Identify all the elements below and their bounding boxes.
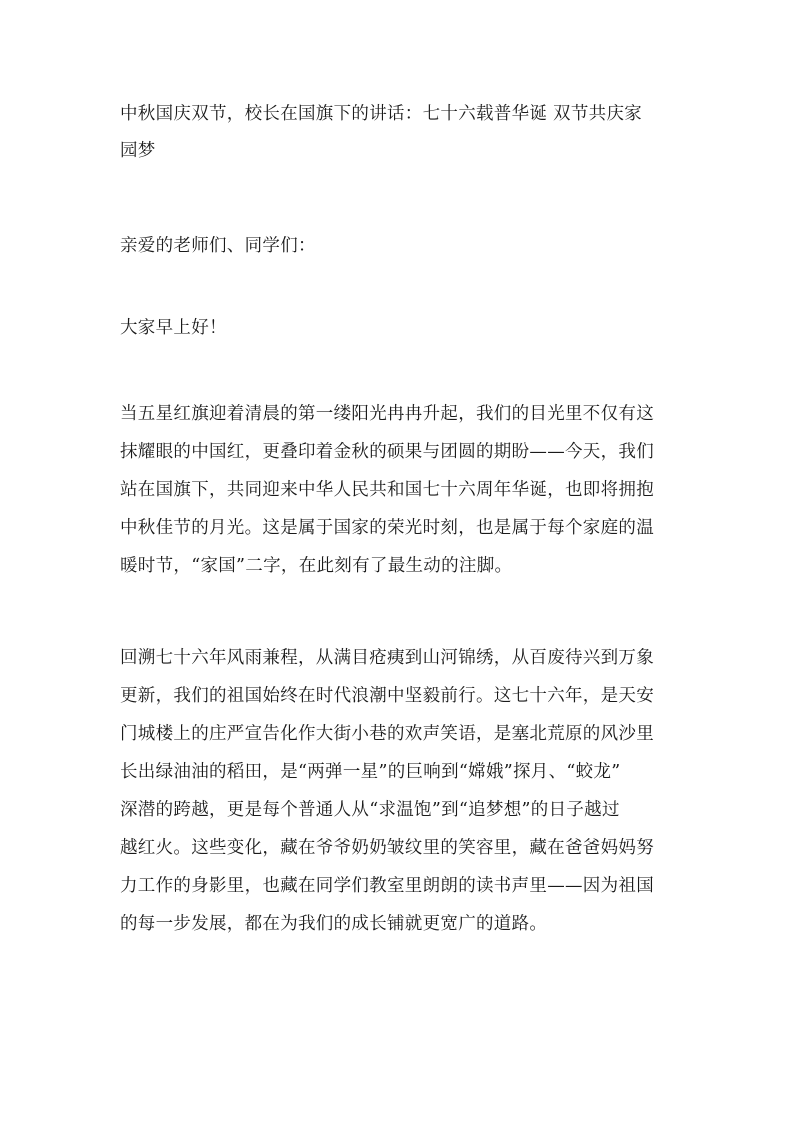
paragraph-2-line-2: 更新，我们的祖国始终在时代浪潮中坚毅前行。这七十六年，是天安	[120, 686, 654, 706]
paragraph-1-line-3: 站在国旗下，共同迎来中华人民共和国七十六周年华诞，也即将拥抱	[120, 480, 654, 500]
paragraph-1-line-1: 当五星红旗迎着清晨的第一缕阳光冉冉升起，我们的目光里不仅有这	[120, 404, 654, 424]
title-line-2: 园梦	[120, 141, 156, 161]
paragraph-2-line-7: 力工作的身影里，也藏在同学们教室里朗朗的读书声里——因为祖国	[120, 876, 654, 896]
paragraph-1-line-2: 抹耀眼的中国红，更叠印着金秋的硕果与团圆的期盼——今天，我们	[120, 442, 654, 462]
paragraph-1-line-5: 暖时节，“家国”二字，在此刻有了最生动的注脚。	[120, 556, 513, 576]
paragraph-2-line-4: 长出绿油油的稻田，是“两弹一星”的巨响到“嫦娥”探月、“蛟龙”	[120, 762, 621, 782]
paragraph-1-line-4: 中秋佳节的月光。这是属于国家的荣光时刻，也是属于每个家庭的温	[120, 518, 654, 538]
salutation: 亲爱的老师们、同学们：	[120, 236, 316, 256]
paragraph-2-line-5: 深潜的跨越，更是每个普通人从“求温饱”到“追梦想”的日子越过	[120, 800, 620, 820]
paragraph-2-line-3: 门城楼上的庄严宣告化作大街小巷的欢声笑语，是塞北荒原的风沙里	[120, 724, 654, 744]
greeting: 大家早上好！	[120, 318, 227, 338]
paragraph-2-line-1: 回溯七十六年风雨兼程，从满目疮痍到山河锦绣，从百废待兴到万象	[120, 648, 654, 668]
paragraph-2-line-6: 越红火。这些变化，藏在爷爷奶奶皱纹里的笑容里，藏在爸爸妈妈努	[120, 838, 654, 858]
paragraph-2-line-8: 的每一步发展，都在为我们的成长铺就更宽广的道路。	[120, 914, 548, 934]
title-line-1: 中秋国庆双节，校长在国旗下的讲话：七十六载普华诞 双节共庆家	[120, 104, 643, 124]
